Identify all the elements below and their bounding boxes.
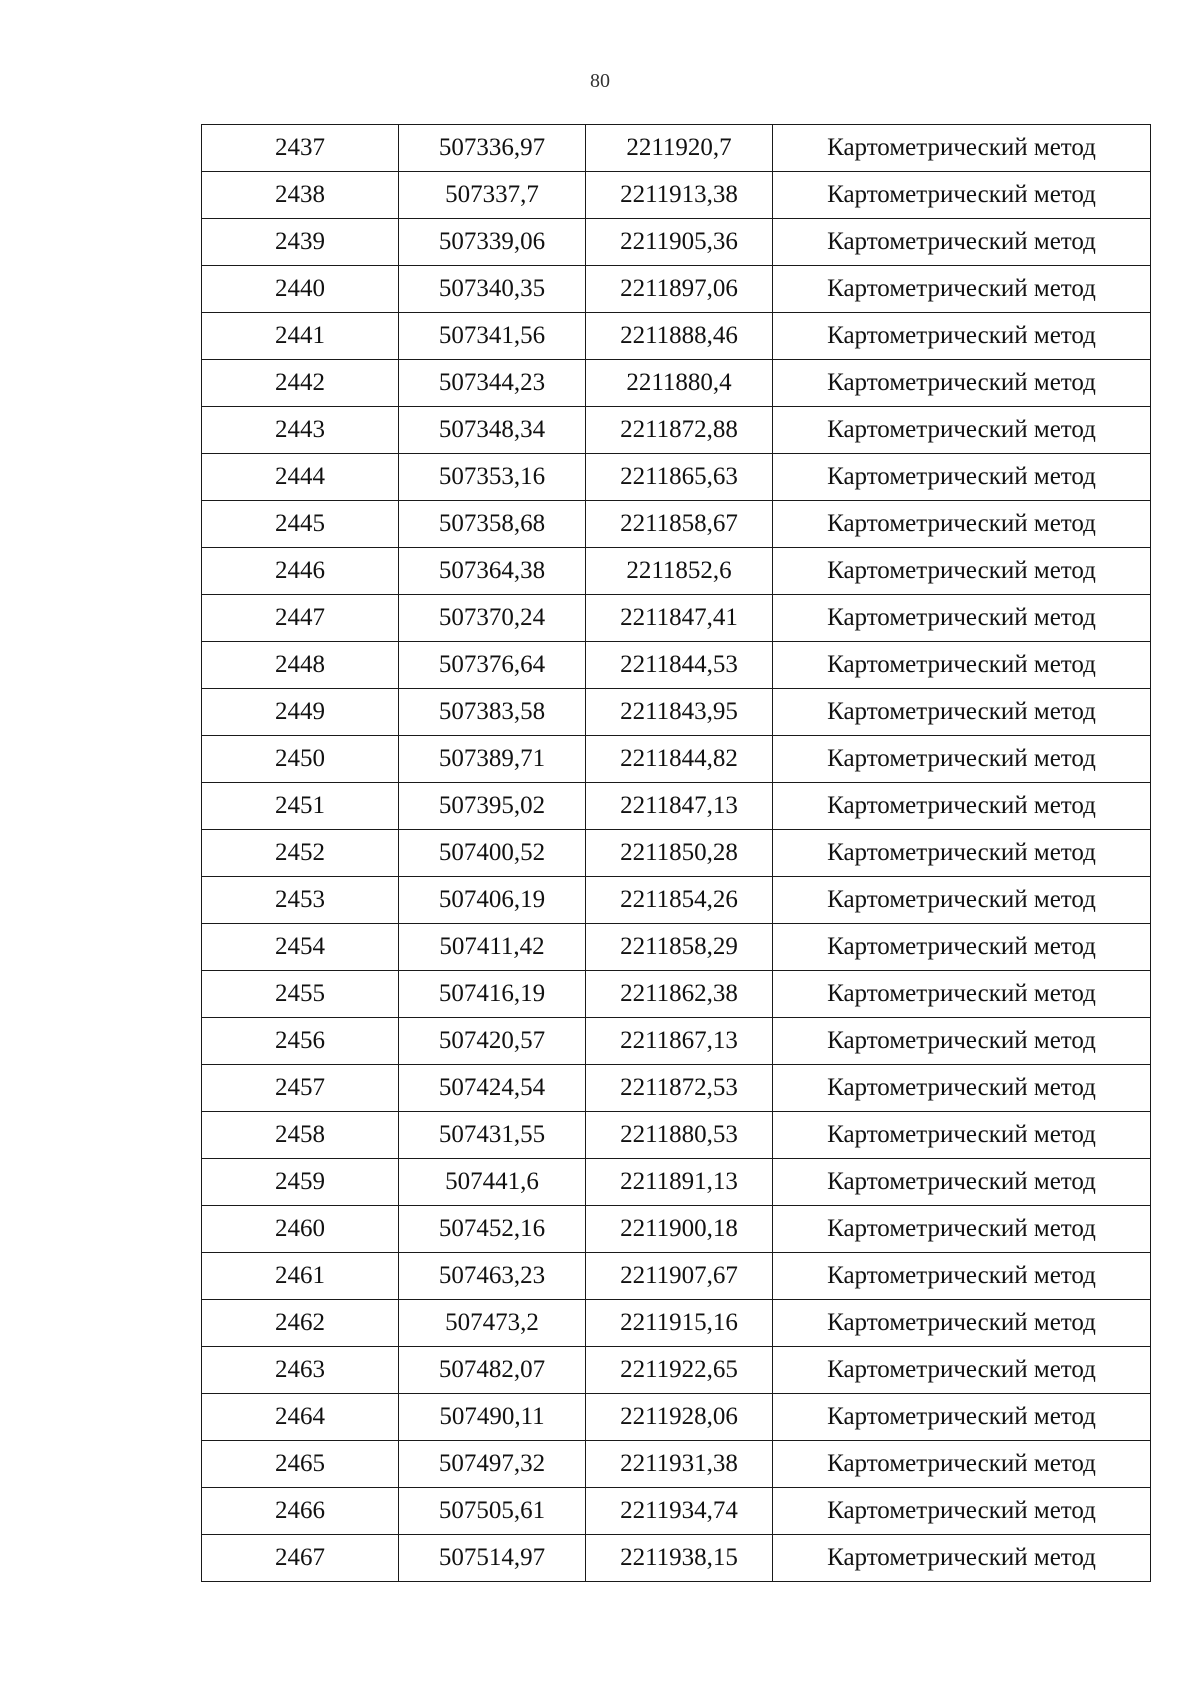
coordinates-table-body xyxy=(202,125,1151,1582)
x-coordinate-cell: 507482,07 xyxy=(399,1347,586,1394)
x-coordinate-cell: 507424,54 xyxy=(399,1065,586,1112)
method-cell: Картометрический метод xyxy=(773,689,1151,736)
y-coordinate-cell: 2211888,46 xyxy=(586,313,773,360)
table-row xyxy=(202,548,1151,595)
y-coordinate-cell: 2211907,67 xyxy=(586,1253,773,1300)
coordinates-table xyxy=(201,124,1151,1582)
x-coordinate-cell: 507473,2 xyxy=(399,1300,586,1347)
point-number-cell: 2457 xyxy=(202,1065,399,1112)
method-cell: Картометрический метод xyxy=(773,1488,1151,1535)
method-cell: Картометрический метод xyxy=(773,1018,1151,1065)
x-coordinate-cell: 507364,38 xyxy=(399,548,586,595)
table-row xyxy=(202,1253,1151,1300)
y-coordinate-cell: 2211872,53 xyxy=(586,1065,773,1112)
table-row xyxy=(202,924,1151,971)
method-cell: Картометрический метод xyxy=(773,454,1151,501)
table-row xyxy=(202,219,1151,266)
y-coordinate-cell: 2211897,06 xyxy=(586,266,773,313)
x-coordinate-cell: 507411,42 xyxy=(399,924,586,971)
method-cell: Картометрический метод xyxy=(773,548,1151,595)
point-number-cell: 2459 xyxy=(202,1159,399,1206)
method-cell: Картометрический метод xyxy=(773,736,1151,783)
method-cell: Картометрический метод xyxy=(773,266,1151,313)
x-coordinate-cell: 507416,19 xyxy=(399,971,586,1018)
point-number-cell: 2464 xyxy=(202,1394,399,1441)
table-row xyxy=(202,313,1151,360)
y-coordinate-cell: 2211900,18 xyxy=(586,1206,773,1253)
y-coordinate-cell: 2211880,4 xyxy=(586,360,773,407)
table-row xyxy=(202,407,1151,454)
table-row xyxy=(202,125,1151,172)
y-coordinate-cell: 2211913,38 xyxy=(586,172,773,219)
table-row xyxy=(202,1065,1151,1112)
point-number-cell: 2462 xyxy=(202,1300,399,1347)
table-row xyxy=(202,1347,1151,1394)
point-number-cell: 2452 xyxy=(202,830,399,877)
x-coordinate-cell: 507514,97 xyxy=(399,1535,586,1582)
table-row xyxy=(202,1394,1151,1441)
x-coordinate-cell: 507490,11 xyxy=(399,1394,586,1441)
x-coordinate-cell: 507406,19 xyxy=(399,877,586,924)
table-row xyxy=(202,1488,1151,1535)
x-coordinate-cell: 507497,32 xyxy=(399,1441,586,1488)
x-coordinate-cell: 507340,35 xyxy=(399,266,586,313)
x-coordinate-cell: 507389,71 xyxy=(399,736,586,783)
method-cell: Картометрический метод xyxy=(773,1441,1151,1488)
point-number-cell: 2449 xyxy=(202,689,399,736)
table-row xyxy=(202,877,1151,924)
point-number-cell: 2440 xyxy=(202,266,399,313)
y-coordinate-cell: 2211852,6 xyxy=(586,548,773,595)
point-number-cell: 2466 xyxy=(202,1488,399,1535)
y-coordinate-cell: 2211922,65 xyxy=(586,1347,773,1394)
point-number-cell: 2437 xyxy=(202,125,399,172)
y-coordinate-cell: 2211915,16 xyxy=(586,1300,773,1347)
point-number-cell: 2460 xyxy=(202,1206,399,1253)
method-cell: Картометрический метод xyxy=(773,1112,1151,1159)
x-coordinate-cell: 507344,23 xyxy=(399,360,586,407)
table-row xyxy=(202,642,1151,689)
y-coordinate-cell: 2211880,53 xyxy=(586,1112,773,1159)
table-row xyxy=(202,1441,1151,1488)
point-number-cell: 2458 xyxy=(202,1112,399,1159)
method-cell: Картометрический метод xyxy=(773,1065,1151,1112)
method-cell: Картометрический метод xyxy=(773,595,1151,642)
x-coordinate-cell: 507400,52 xyxy=(399,830,586,877)
point-number-cell: 2456 xyxy=(202,1018,399,1065)
y-coordinate-cell: 2211847,13 xyxy=(586,783,773,830)
x-coordinate-cell: 507383,58 xyxy=(399,689,586,736)
y-coordinate-cell: 2211905,36 xyxy=(586,219,773,266)
y-coordinate-cell: 2211865,63 xyxy=(586,454,773,501)
method-cell: Картометрический метод xyxy=(773,125,1151,172)
x-coordinate-cell: 507441,6 xyxy=(399,1159,586,1206)
method-cell: Картометрический метод xyxy=(773,407,1151,454)
point-number-cell: 2448 xyxy=(202,642,399,689)
x-coordinate-cell: 507341,56 xyxy=(399,313,586,360)
y-coordinate-cell: 2211862,38 xyxy=(586,971,773,1018)
point-number-cell: 2444 xyxy=(202,454,399,501)
method-cell: Картометрический метод xyxy=(773,172,1151,219)
method-cell: Картометрический метод xyxy=(773,971,1151,1018)
table-row xyxy=(202,1300,1151,1347)
table-row xyxy=(202,830,1151,877)
point-number-cell: 2453 xyxy=(202,877,399,924)
point-number-cell: 2439 xyxy=(202,219,399,266)
y-coordinate-cell: 2211844,53 xyxy=(586,642,773,689)
table-row xyxy=(202,266,1151,313)
point-number-cell: 2455 xyxy=(202,971,399,1018)
table-row xyxy=(202,1112,1151,1159)
point-number-cell: 2447 xyxy=(202,595,399,642)
y-coordinate-cell: 2211928,06 xyxy=(586,1394,773,1441)
method-cell: Картометрический метод xyxy=(773,360,1151,407)
method-cell: Картометрический метод xyxy=(773,1253,1151,1300)
method-cell: Картометрический метод xyxy=(773,924,1151,971)
method-cell: Картометрический метод xyxy=(773,501,1151,548)
point-number-cell: 2465 xyxy=(202,1441,399,1488)
method-cell: Картометрический метод xyxy=(773,1347,1151,1394)
y-coordinate-cell: 2211872,88 xyxy=(586,407,773,454)
method-cell: Картометрический метод xyxy=(773,313,1151,360)
y-coordinate-cell: 2211854,26 xyxy=(586,877,773,924)
method-cell: Картометрический метод xyxy=(773,1535,1151,1582)
x-coordinate-cell: 507376,64 xyxy=(399,642,586,689)
table-row xyxy=(202,454,1151,501)
x-coordinate-cell: 507339,06 xyxy=(399,219,586,266)
y-coordinate-cell: 2211843,95 xyxy=(586,689,773,736)
x-coordinate-cell: 507431,55 xyxy=(399,1112,586,1159)
y-coordinate-cell: 2211891,13 xyxy=(586,1159,773,1206)
x-coordinate-cell: 507370,24 xyxy=(399,595,586,642)
x-coordinate-cell: 507395,02 xyxy=(399,783,586,830)
point-number-cell: 2467 xyxy=(202,1535,399,1582)
point-number-cell: 2441 xyxy=(202,313,399,360)
table-row xyxy=(202,1535,1151,1582)
method-cell: Картометрический метод xyxy=(773,877,1151,924)
table-row xyxy=(202,501,1151,548)
point-number-cell: 2442 xyxy=(202,360,399,407)
table-row xyxy=(202,971,1151,1018)
point-number-cell: 2450 xyxy=(202,736,399,783)
table-row xyxy=(202,689,1151,736)
method-cell: Картометрический метод xyxy=(773,1300,1151,1347)
x-coordinate-cell: 507505,61 xyxy=(399,1488,586,1535)
point-number-cell: 2451 xyxy=(202,783,399,830)
table-row xyxy=(202,595,1151,642)
method-cell: Картометрический метод xyxy=(773,1394,1151,1441)
y-coordinate-cell: 2211858,67 xyxy=(586,501,773,548)
x-coordinate-cell: 507452,16 xyxy=(399,1206,586,1253)
y-coordinate-cell: 2211934,74 xyxy=(586,1488,773,1535)
y-coordinate-cell: 2211844,82 xyxy=(586,736,773,783)
table-row xyxy=(202,736,1151,783)
point-number-cell: 2438 xyxy=(202,172,399,219)
y-coordinate-cell: 2211920,7 xyxy=(586,125,773,172)
table-row xyxy=(202,172,1151,219)
table-row xyxy=(202,1159,1151,1206)
point-number-cell: 2445 xyxy=(202,501,399,548)
method-cell: Картометрический метод xyxy=(773,642,1151,689)
y-coordinate-cell: 2211867,13 xyxy=(586,1018,773,1065)
point-number-cell: 2446 xyxy=(202,548,399,595)
x-coordinate-cell: 507420,57 xyxy=(399,1018,586,1065)
x-coordinate-cell: 507358,68 xyxy=(399,501,586,548)
method-cell: Картометрический метод xyxy=(773,219,1151,266)
y-coordinate-cell: 2211931,38 xyxy=(586,1441,773,1488)
x-coordinate-cell: 507337,7 xyxy=(399,172,586,219)
point-number-cell: 2443 xyxy=(202,407,399,454)
x-coordinate-cell: 507348,34 xyxy=(399,407,586,454)
table-row xyxy=(202,360,1151,407)
table-row xyxy=(202,1206,1151,1253)
y-coordinate-cell: 2211847,41 xyxy=(586,595,773,642)
x-coordinate-cell: 507353,16 xyxy=(399,454,586,501)
y-coordinate-cell: 2211938,15 xyxy=(586,1535,773,1582)
y-coordinate-cell: 2211858,29 xyxy=(586,924,773,971)
method-cell: Картометрический метод xyxy=(773,1206,1151,1253)
table-row xyxy=(202,783,1151,830)
method-cell: Картометрический метод xyxy=(773,783,1151,830)
x-coordinate-cell: 507463,23 xyxy=(399,1253,586,1300)
table-row xyxy=(202,1018,1151,1065)
x-coordinate-cell: 507336,97 xyxy=(399,125,586,172)
point-number-cell: 2454 xyxy=(202,924,399,971)
method-cell: Картометрический метод xyxy=(773,1159,1151,1206)
point-number-cell: 2461 xyxy=(202,1253,399,1300)
page-number: 80 xyxy=(590,70,610,92)
method-cell: Картометрический метод xyxy=(773,830,1151,877)
y-coordinate-cell: 2211850,28 xyxy=(586,830,773,877)
point-number-cell: 2463 xyxy=(202,1347,399,1394)
